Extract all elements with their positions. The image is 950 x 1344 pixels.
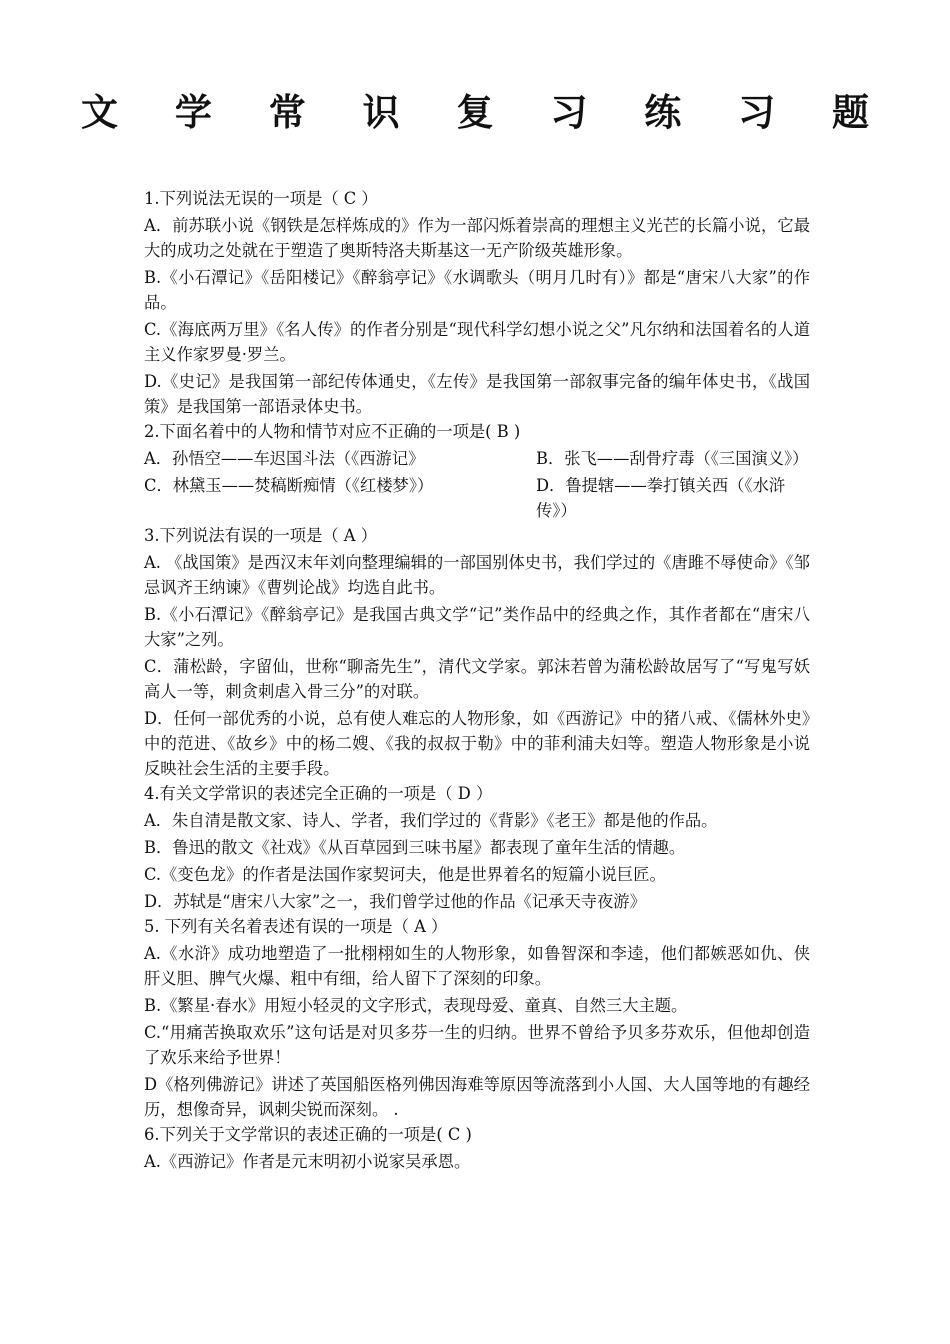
question-option: C.“用痛苦换取欢乐”这句话是对贝多芬一生的归纳。世界不曾给予贝多芬欢乐，但他却创造了欢乐来给予世界！ [144, 1023, 810, 1067]
question-option: B.《繁星·春水》用短小轻灵的文字形式，表现母爱、童真、自然三大主题。 [144, 996, 688, 1015]
question-option: B．张飞——刮骨疗毒（《三国演义》） [536, 449, 809, 468]
question-option: D．鲁提辖——拳打镇关西（《水浒传》） [536, 476, 786, 520]
question-option: A．前苏联小说《钢铁是怎样炼成的》作为一部闪烁着崇高的理想主义光芒的长篇小说，它最大的成功之处就在于塑造了奥斯特洛夫斯基这一无产阶级英雄形象。 [144, 216, 810, 260]
question-option: A.《水浒》成功地塑造了一批栩栩如生的人物形象，如鲁智深和李逵，他们都嫉恶如仇、侠肝义胆、脾气火爆、粗中有细，给人留下了深刻的印象。 [144, 944, 810, 988]
question-option: D．任何一部优秀的小说，总有使人难忘的人物形象，如《西游记》中的猪八戒、《儒林外史》中的范进、《故乡》中的杨二嫂、《我的叔叔于勒》中的菲利浦夫妇等。塑造人物形象是小说反映社会生活的主要手段。 [144, 709, 810, 778]
question-option: B．鲁迅的散文《社戏》《从百草园到三味书屋》都表现了童年生活的情趣。 [144, 838, 686, 857]
question-option: A．孙悟空——车迟国斗法（《西游记》 [144, 449, 425, 468]
question-option: C．林黛玉——焚稿断痴情（《红楼梦》） [144, 476, 434, 495]
question-option: A．朱自清是散文家、诗人、学者，我们学过的《背影》《老王》都是他的作品。 [144, 811, 718, 830]
question-option: B.《小石潭记》《岳阳楼记》《醉翁亭记》《水调歌头（明月几时有）》都是“唐宋八大家”的作品。 [144, 268, 810, 312]
question-option: A.《西游记》作者是元末明初小说家吴承恩。 [144, 1152, 471, 1171]
option-row [144, 473, 810, 523]
document-title: 文 学 常 识 复 习 练 习 题 [80, 91, 892, 134]
question-stem: 5. 下列有关名着表述有误的一项是（ A ） [144, 917, 448, 936]
question-option: C.《变色龙》的作者是法国作家契诃夫，他是世界着名的短篇小说巨匠。 [144, 865, 666, 884]
question-stem: 6.下列关于文学常识的表述正确的一项是( C ) [144, 1125, 472, 1144]
question-option: A. 《战国策》是西汉末年刘向整理编辑的一部国别体史书，我们学过的《唐雎不辱使命》《邹忌讽齐王纳谏》《曹刿论战》均选自此书。 [144, 553, 810, 597]
option-row [144, 446, 810, 471]
question-stem: 2.下面名着中的人物和情节对应不正确的一项是( B ) [144, 422, 521, 441]
question-option: C．蒲松龄，字留仙，世称“聊斋先生”，清代文学家。郭沫若曾为蒲松龄故居写了“写鬼写妖高人一等，刺贪刺虐入骨三分”的对联。 [144, 657, 810, 701]
question-list [144, 186, 810, 1174]
question-option: D《格列佛游记》讲述了英国船医格列佛因海难等原因等流落到小人国、大人国等地的有趣经历，想像奇异，讽刺尖锐而深刻。 . [144, 1075, 810, 1119]
question-option: B.《小石潭记》《醉翁亭记》是我国古典文学“记”类作品中的经典之作，其作者都在“唐宋八大家”之列。 [144, 605, 810, 649]
question-option: C.《海底两万里》《名人传》的作者分别是“现代科学幻想小说之父”凡尔纳和法国着名的人道主义作家罗曼·罗兰。 [144, 320, 810, 364]
question-stem: 1.下列说法无误的一项是（ C ） [144, 189, 378, 208]
question-stem: 4.有关文学常识的表述完全正确的一项是（ D ） [144, 784, 493, 803]
question-stem: 3.下列说法有误的一项是（ A ） [144, 526, 378, 545]
question-option: D.《史记》是我国第一部纪传体通史，《左传》是我国第一部叙事完备的编年体史书，《战国策》是我国第一部语录体史书。 [144, 372, 810, 416]
question-option: D．苏轼是“唐宋八大家”之一，我们曾学过他的作品《记承天寺夜游》 [144, 892, 646, 911]
